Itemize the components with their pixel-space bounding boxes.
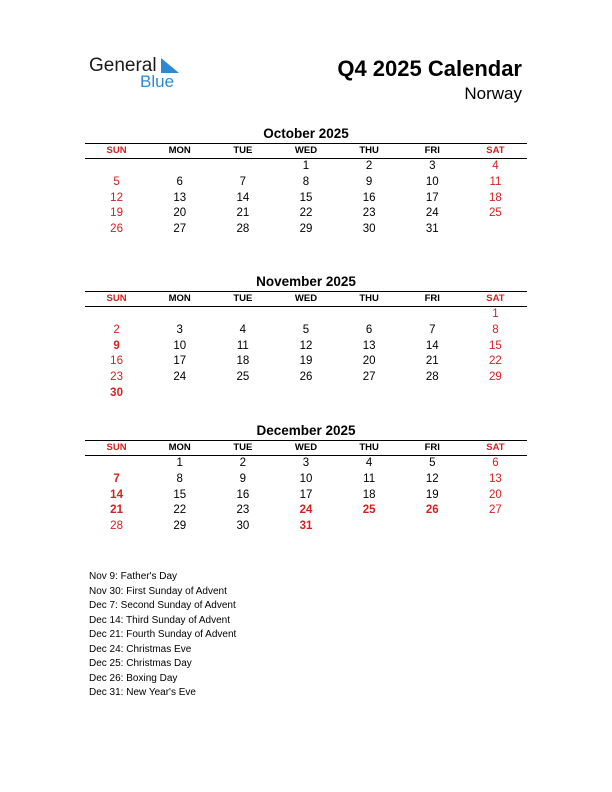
date-cell: 17 — [299, 488, 313, 501]
date-cell: 5 — [302, 323, 310, 336]
holiday-date-cell: 7 — [113, 472, 120, 485]
logo-word-blue: Blue — [140, 72, 175, 91]
date-cell: 16 — [236, 488, 250, 501]
date-cell: 23 — [362, 207, 376, 220]
date-cell: 1 — [302, 160, 310, 172]
date-cell — [85, 456, 148, 472]
date-cell: 17 — [425, 191, 439, 204]
date-cell: 12 — [425, 472, 439, 485]
weekday-label: TUE — [233, 442, 253, 453]
holiday-date-cell: 30 — [110, 386, 123, 399]
week-row — [85, 191, 527, 207]
date-cell: 10 — [173, 339, 187, 352]
weekday-label: WED — [294, 145, 318, 156]
holiday-entry: Dec 24: Christmas Eve — [89, 643, 192, 655]
date-cell: 3 — [429, 160, 436, 172]
date-cell: 27 — [362, 371, 376, 384]
date-cell: 20 — [489, 488, 502, 501]
weekday-label: WED — [294, 293, 318, 304]
date-cell: 11 — [236, 339, 249, 352]
date-cell: 1 — [492, 308, 499, 320]
holiday-date-cell: 14 — [110, 488, 123, 501]
date-cell: 5 — [113, 175, 120, 188]
date-cell: 9 — [365, 175, 373, 188]
holiday-list — [89, 570, 236, 701]
date-cell: 25 — [236, 371, 250, 384]
weekday-label: THU — [359, 145, 379, 156]
date-cell: 2 — [113, 323, 120, 336]
date-cell: 27 — [173, 223, 187, 236]
date-cell: 13 — [362, 339, 376, 352]
week-row — [85, 159, 527, 175]
weekday-label: THU — [359, 442, 379, 453]
date-cell: 29 — [299, 223, 313, 236]
weekday-label: MON — [168, 145, 191, 156]
date-cell: 30 — [236, 520, 250, 533]
holiday-entry: Dec 21: Fourth Sunday of Advent — [89, 629, 237, 640]
date-cell: 19 — [299, 355, 313, 368]
weekday-label: WED — [294, 442, 318, 453]
date-cell: 23 — [236, 504, 250, 517]
date-cell: 12 — [110, 191, 123, 204]
week-row — [85, 323, 527, 339]
month-title: December 2025 — [256, 423, 356, 438]
country-name: Norway — [464, 84, 522, 103]
holiday-entry: Dec 7: Second Sunday of Advent — [89, 600, 236, 611]
date-cell: 12 — [299, 339, 313, 352]
week-row — [85, 370, 527, 386]
weekday-label: FRI — [424, 145, 440, 156]
holiday-date-cell: 24 — [299, 504, 313, 517]
week-row — [85, 206, 527, 222]
date-cell: 15 — [173, 488, 187, 501]
weekday-label: MON — [168, 442, 191, 453]
date-cell: 28 — [425, 371, 439, 384]
date-cell — [338, 386, 401, 402]
holiday-entry: Nov 9: Father's Day — [89, 571, 178, 582]
date-cell: 14 — [425, 339, 439, 352]
date-cell: 30 — [362, 223, 376, 236]
week-row — [85, 354, 527, 370]
date-cell: 25 — [489, 207, 502, 220]
week-row — [85, 519, 527, 535]
weekday-label: SUN — [106, 145, 127, 156]
month-calendar — [85, 125, 527, 238]
weekday-label: TUE — [233, 293, 253, 304]
date-cell: 21 — [236, 207, 250, 220]
date-cell: 28 — [110, 520, 123, 533]
logo-triangle-icon — [161, 58, 179, 73]
date-cell: 5 — [429, 457, 436, 469]
weekday-label: SUN — [106, 293, 127, 304]
date-cell — [464, 222, 527, 238]
date-cell: 23 — [110, 371, 123, 384]
date-cell — [464, 386, 527, 402]
weekday-label: SAT — [486, 145, 505, 156]
logo-word-general: General — [89, 55, 157, 76]
date-cell — [464, 519, 527, 535]
weekday-label: FRI — [424, 442, 440, 453]
date-cell: 2 — [365, 160, 373, 172]
weekday-label: TUE — [233, 145, 253, 156]
date-cell: 19 — [110, 207, 123, 220]
date-cell: 13 — [489, 472, 502, 485]
date-cell: 26 — [299, 371, 313, 384]
date-cell: 6 — [176, 175, 183, 188]
holiday-date-cell: 21 — [110, 504, 123, 517]
weekday-label: SAT — [486, 442, 505, 453]
date-cell: 29 — [173, 520, 187, 533]
date-cell: 8 — [492, 323, 499, 336]
date-cell: 22 — [489, 355, 502, 368]
date-cell: 22 — [299, 207, 313, 220]
date-cell: 6 — [492, 457, 499, 469]
date-cell: 16 — [362, 191, 376, 204]
month-title: November 2025 — [256, 274, 356, 289]
holiday-date-cell: 31 — [299, 520, 313, 533]
month-title: October 2025 — [263, 126, 349, 141]
week-row — [85, 456, 527, 472]
holiday-entry: Dec 31: New Year's Eve — [89, 687, 196, 698]
week-row — [85, 472, 527, 488]
holiday-entry: Dec 26: Boxing Day — [89, 672, 178, 684]
date-cell: 8 — [302, 175, 310, 188]
week-row — [85, 386, 527, 402]
date-cell — [274, 386, 337, 402]
week-row — [85, 222, 527, 238]
date-cell — [211, 159, 274, 175]
date-cell: 15 — [299, 191, 313, 204]
date-cell: 17 — [173, 355, 187, 368]
weekday-label: MON — [168, 293, 191, 304]
date-cell: 18 — [236, 355, 250, 368]
holiday-entry: Nov 30: First Sunday of Advent — [89, 585, 227, 597]
date-cell: 4 — [492, 160, 499, 172]
date-cell: 28 — [236, 223, 250, 236]
weekday-label: FRI — [424, 293, 440, 304]
week-row — [85, 339, 527, 355]
date-cell: 14 — [236, 191, 250, 204]
date-cell — [148, 307, 211, 323]
weekday-label: THU — [359, 293, 379, 304]
date-cell: 19 — [425, 488, 439, 501]
date-cell — [148, 386, 211, 402]
date-cell: 13 — [173, 191, 187, 204]
month-calendar — [85, 422, 527, 535]
date-cell: 18 — [362, 488, 376, 501]
holiday-date-cell: 25 — [362, 504, 376, 517]
date-cell: 8 — [176, 472, 183, 485]
week-row — [85, 307, 527, 323]
date-cell: 10 — [425, 175, 439, 188]
weekday-label: SUN — [106, 442, 127, 453]
week-row — [85, 503, 527, 519]
date-cell: 11 — [489, 175, 502, 188]
date-cell: 24 — [173, 371, 187, 384]
date-cell — [401, 307, 464, 323]
date-cell: 16 — [110, 355, 123, 368]
date-cell — [401, 519, 464, 535]
date-cell: 6 — [365, 323, 373, 336]
holiday-entry: Dec 14: Third Sunday of Advent — [89, 614, 231, 626]
date-cell: 31 — [425, 223, 439, 236]
page-title: Q4 2025 Calendar — [337, 56, 522, 81]
week-row — [85, 488, 527, 504]
date-cell: 20 — [362, 355, 376, 368]
generalblue-logo — [89, 55, 199, 95]
weekday-header — [85, 440, 527, 456]
date-cell — [85, 307, 148, 323]
date-cell: 4 — [239, 323, 247, 336]
weekday-header — [85, 143, 527, 159]
date-cell — [85, 159, 148, 175]
holiday-date-cell: 9 — [113, 339, 120, 352]
weekday-header — [85, 291, 527, 307]
date-cell — [274, 307, 337, 323]
date-cell — [338, 519, 401, 535]
date-cell: 3 — [176, 323, 183, 336]
date-cell: 11 — [363, 472, 376, 485]
date-cell: 29 — [489, 371, 502, 384]
date-cell: 24 — [425, 207, 439, 220]
date-cell: 22 — [173, 504, 187, 517]
date-cell — [401, 386, 464, 402]
date-cell: 2 — [239, 457, 247, 469]
date-cell — [211, 307, 274, 323]
holiday-date-cell: 26 — [425, 504, 439, 517]
date-cell: 4 — [365, 457, 373, 469]
date-cell — [211, 386, 274, 402]
date-cell: 9 — [239, 472, 247, 485]
date-cell: 10 — [299, 472, 313, 485]
weekday-label: SAT — [486, 293, 505, 304]
date-cell: 27 — [489, 504, 502, 517]
week-row — [85, 175, 527, 191]
month-calendar — [85, 273, 527, 402]
date-cell — [338, 307, 401, 323]
date-cell: 26 — [110, 223, 123, 236]
date-cell: 7 — [429, 323, 436, 336]
date-cell: 15 — [489, 339, 502, 352]
date-cell: 18 — [489, 191, 502, 204]
date-cell: 1 — [176, 457, 183, 469]
date-cell — [148, 159, 211, 175]
date-cell: 7 — [239, 175, 247, 188]
holiday-entry: Dec 25: Christmas Day — [89, 658, 192, 669]
date-cell: 20 — [173, 207, 187, 220]
date-cell: 3 — [302, 457, 310, 469]
date-cell: 21 — [425, 355, 439, 368]
